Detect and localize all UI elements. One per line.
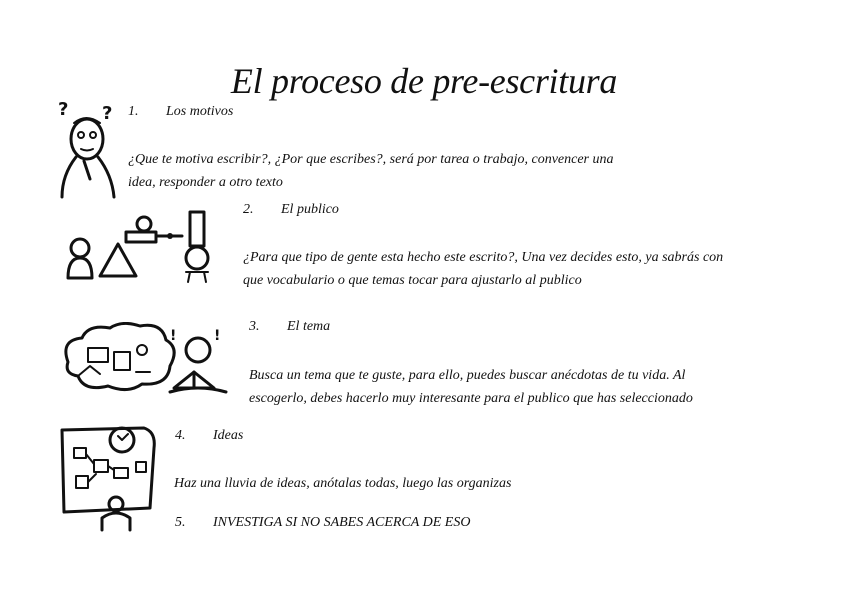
section-4-heading: Ideas: [213, 428, 244, 443]
page-title: El proceso de pre-escritura: [230, 61, 618, 101]
audience-people-icon: [62, 206, 222, 286]
section-4-body: [174, 472, 511, 495]
section-4-line-1: Haz una lluvia de ideas, anótalas todas, luego las organizas: [174, 476, 512, 491]
section-5-heading: INVESTIGA SI NO SABES ACERCA DE ESO: [213, 515, 471, 530]
section-2-line-2: que vocabulario o que temas tocar para ajustarlo al publico: [243, 273, 582, 288]
svg-text:?: ?: [58, 99, 69, 120]
section-2-number: 2.: [243, 202, 254, 217]
reading-person-icon: [58, 322, 236, 398]
svg-text:?: ?: [102, 103, 113, 124]
section-1-line-2: idea, responder a otro texto: [128, 175, 283, 190]
section-3-number: 3.: [249, 319, 260, 334]
thinking-person-icon: [54, 95, 124, 205]
section-5-number: 5.: [175, 515, 186, 530]
svg-text:!: !: [170, 328, 177, 344]
section-2-body: [243, 246, 723, 292]
section-3-line-2: escogerlo, debes hacerlo muy interesante para el publico que has seleccionado: [249, 391, 693, 406]
svg-text:!: !: [214, 328, 221, 344]
section-1-heading: Los motivos: [166, 104, 234, 119]
section-3-line-1: Busca un tema que te guste, para ello, puedes buscar anécdotas de tu vida. Al: [249, 368, 686, 383]
section-3-body: [249, 364, 693, 410]
idea-board-icon: [56, 418, 162, 536]
section-3-heading: El tema: [287, 319, 331, 334]
section-2-line-1: ¿Para que tipo de gente esta hecho este escrito?, Una vez decides esto, ya sabrás con: [243, 250, 724, 265]
section-1-line-1: ¿Que te motiva escribir?, ¿Por que escribes?, será por tarea o trabajo, convencer una: [128, 152, 614, 167]
section-2-heading: El publico: [281, 202, 339, 217]
section-4-number: 4.: [175, 428, 186, 443]
section-1-body: [128, 148, 614, 194]
section-1-number: 1.: [128, 104, 139, 119]
